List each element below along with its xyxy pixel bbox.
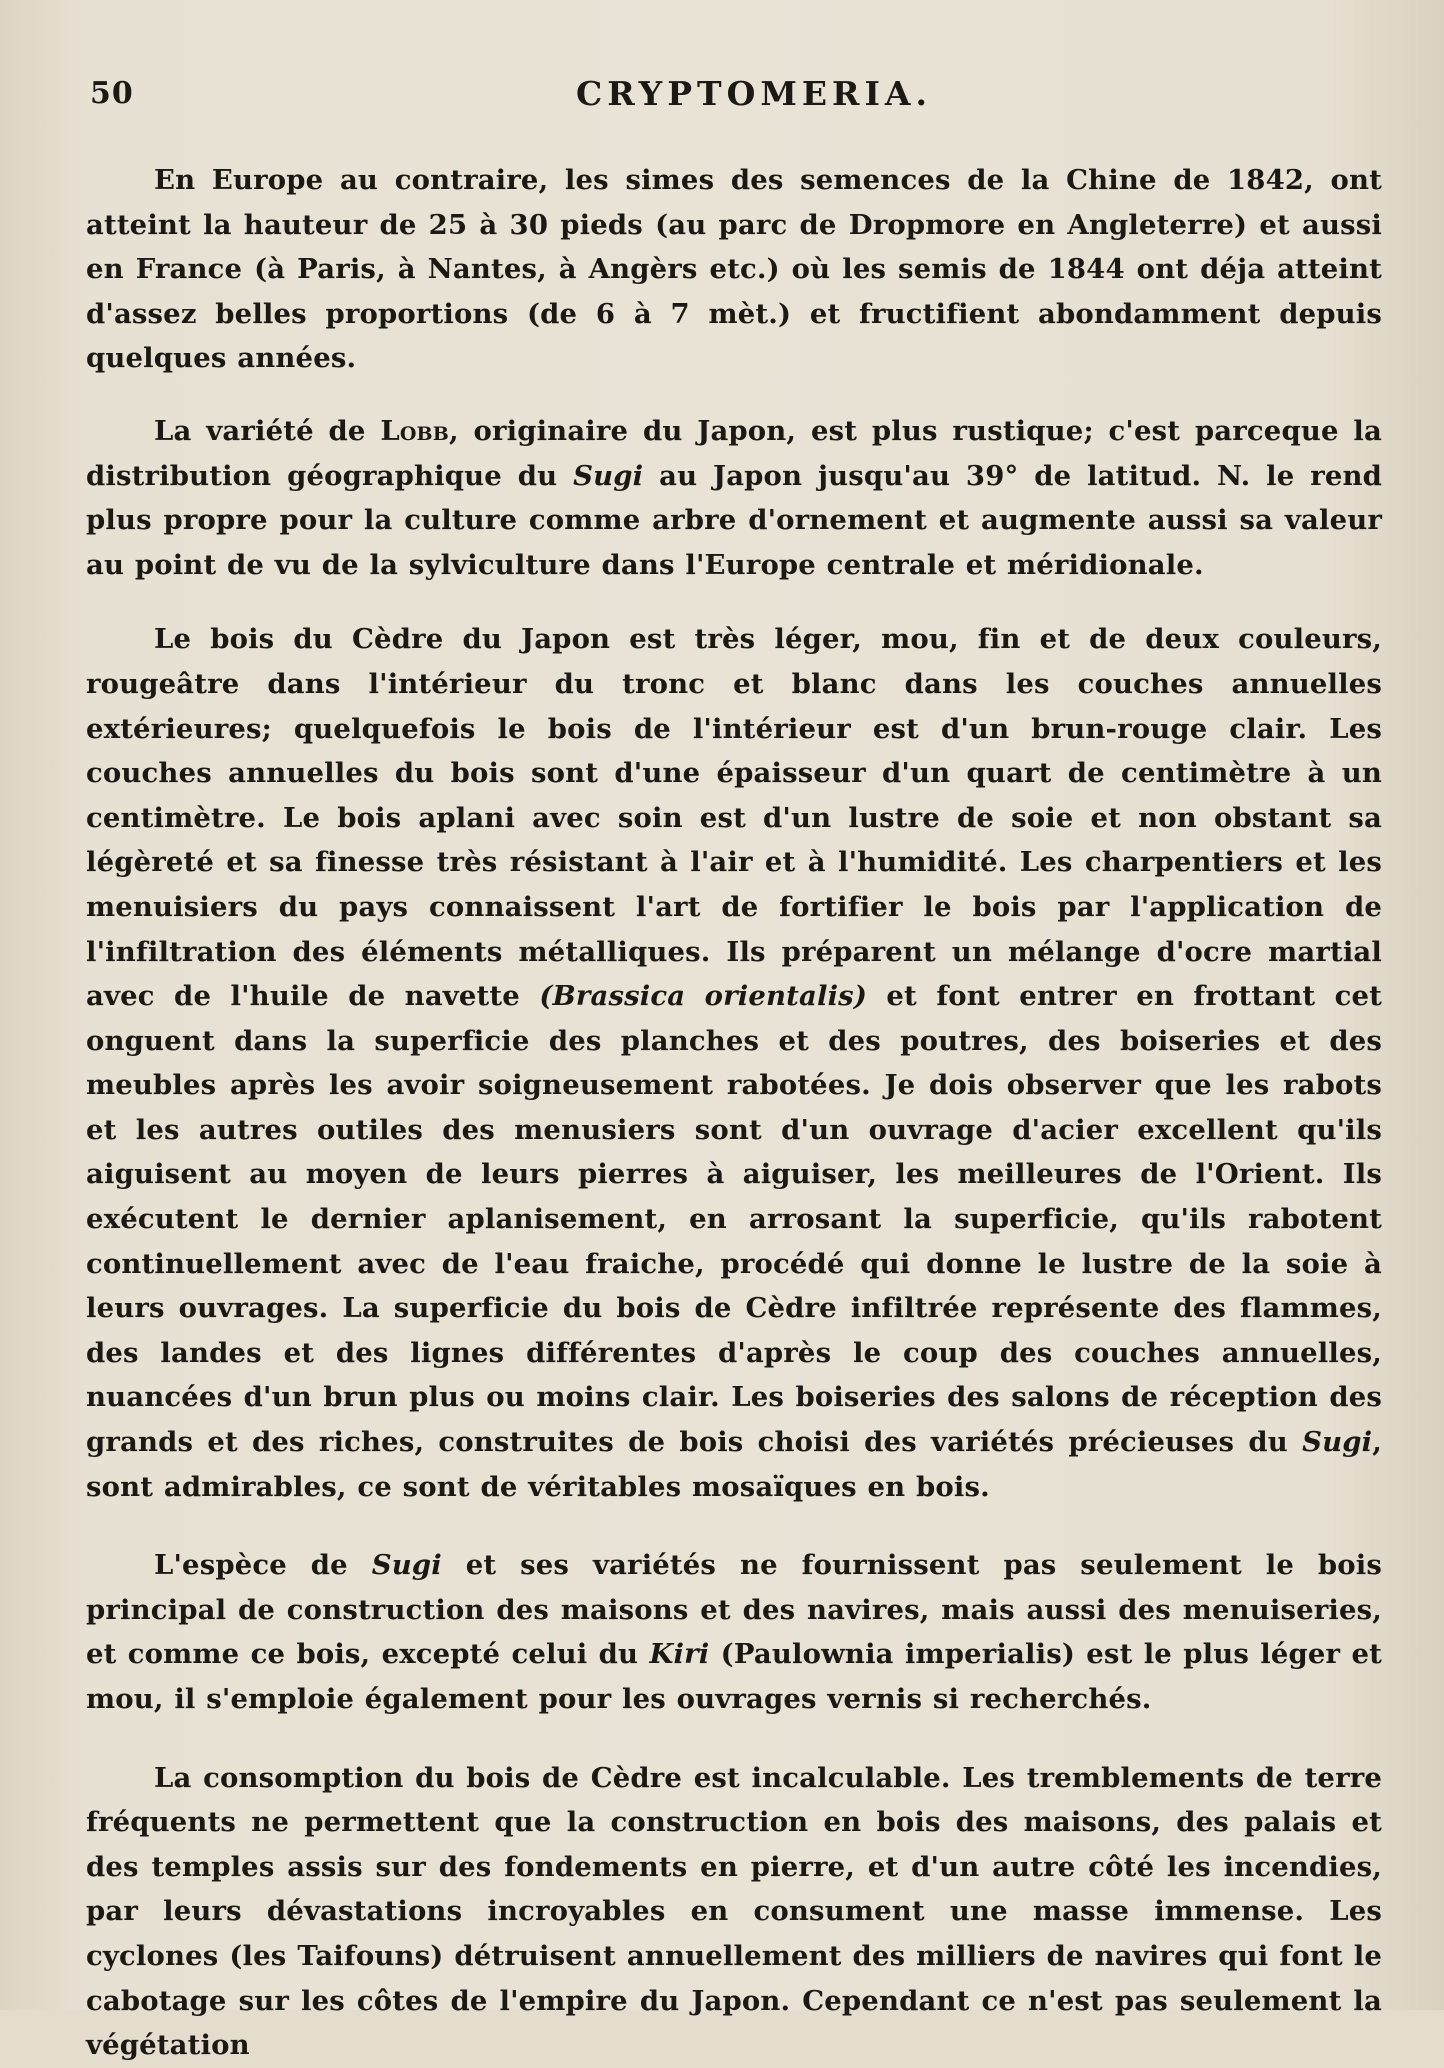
japanese-term: Kiri <box>649 1638 710 1671</box>
running-title: CRYPTOMERIA. <box>576 74 932 113</box>
paragraph-text: En Europe au contraire, les simes des semences de la Chine de 1842, ont atteint la hauteur de 25 à 30 pieds (au parc de Dropmore en Angleterre) et aussi en France (à Paris, à Nantes, à Angèrs etc.) où les semis de 1844 ont déja atteint d'assez belles proportions (de 6 à 7 mèt.) et fructifient abondamment depuis quelques années. <box>86 164 1382 375</box>
paragraph-text: Le bois du Cèdre du Japon est très léger, mou, fin et de deux couleurs, rougeâtre dans l'intérieur du tronc et blanc dans les couches annuelles extérieures; quelquefois le bois de l'intérieur est d'un brun-rouge clair. Les couches annuelles du bois sont d'une épaisseur d'un quart de centimètre à un centimètre. Le bois aplani avec soin est d'un lustre de soie et non obstant sa légèreté et sa finesse très résistant à l'air et à l'humidité. Les charpentiers et les menuisiers du pays connaissent l'art de fortifier le bois par l'application de l'infiltration des éléments métalliques. Ils préparent un mélange d'ocre martial avec de l'huile de navette <box>86 623 1382 1013</box>
paragraph-text: , sont admirables, ce sont de véritables mosaïques en bois. <box>86 1426 1382 1503</box>
author-name: Lobb <box>380 414 449 447</box>
japanese-term: Sugi <box>1302 1426 1373 1459</box>
paragraph-text: (Paulownia imperialis) est le plus léger et mou, il s'emploie également pour les ouvrages vernis si recherchés. <box>86 1638 1382 1715</box>
paragraph-text: et ses variétés ne fournissent pas seulement le bois principal de construction des maisons et des navires, mais aussi des menuiseries, et comme ce bois, excepté celui du <box>86 1549 1383 1671</box>
paragraph-lobb-variety <box>86 409 1382 587</box>
page-number: 50 <box>90 76 134 111</box>
running-head <box>86 72 1382 124</box>
paragraph-text: La consomption du bois de Cèdre est incalculable. Les tremblements de terre fréquents ne permettent que la construction en bois des maisons, des palais et des temples assis sur des fondements en pierre, et d'un autre côté les incendies, par leurs dévastations incroyables en consument une masse immense. Les cyclones (les Taifouns) détruisent annuellement des milliers de navires qui font le cabotage sur les côtes de l'empire du Japon. Cependant ce n'est pas seulement la végétation <box>86 1761 1382 2062</box>
paragraph-text: , originaire du Japon, est plus rustique; c'est parceque la distribution géographique du <box>86 414 1382 492</box>
paragraph-europe <box>86 158 1382 381</box>
japanese-term: Sugi <box>371 1549 442 1582</box>
paragraph-consumption <box>86 1756 1382 2068</box>
paragraph-species <box>86 1543 1382 1721</box>
paragraph-wood <box>86 617 1382 1509</box>
body-text <box>86 158 1382 2068</box>
latin-name: (Brassica orientalis) <box>539 980 867 1013</box>
paragraph-text: La variété de <box>154 414 381 447</box>
japanese-term: Sugi <box>573 459 644 492</box>
paragraph-text: et font entrer en frottant cet onguent dans la superficie des planches et des poutres, des boiseries et des meubles après les avoir soigneusement rabotées. Je dois observer que les rabots et les autres outiles des menusiers sont d'un ouvrage d'acier excellent qu'ils aiguisent au moyen de leurs pierres à aiguiser, les meilleures de l'Orient. Ils exécutent le dernier aplanisement, en arrosant la superficie, qu'ils rabotent continuellement avec de l'eau fraiche, procédé qui donne le lustre de la soie à leurs ouvrages. La superficie du bois de Cèdre infiltrée représente des flammes, des landes et des lignes différentes d'après le coup des couches annuelles, nuancées d'un brun plus ou moins clair. Les boiseries des salons de réception des grands et des riches, construites de bois choisi des variétés précieuses du <box>86 980 1383 1459</box>
paragraph-text: L'espèce de <box>154 1549 372 1582</box>
paragraph-text: au Japon jusqu'au 39° de latitud. N. le rend plus propre pour la culture comme arbre d'ornement et augmente aussi sa valeur au point de vu de la sylviculture dans l'Europe centrale et méridionale. <box>86 459 1383 581</box>
